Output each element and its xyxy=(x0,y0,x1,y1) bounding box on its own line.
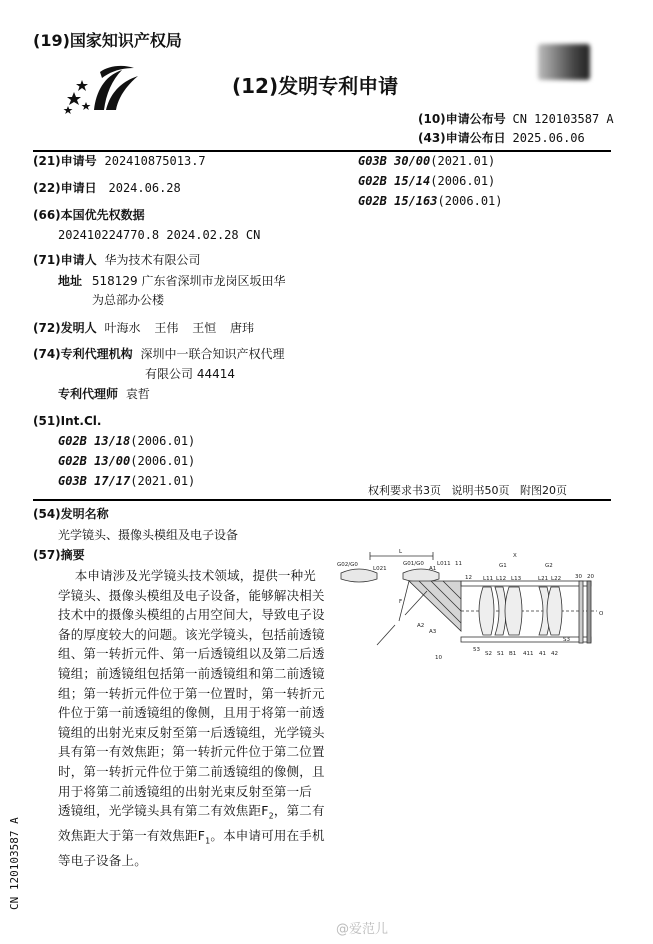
applicant-label: (71)申请人 xyxy=(33,253,97,267)
class-row xyxy=(358,193,503,209)
address-line-1: 518129 广东省深圳市龙岗区坂田华 xyxy=(91,274,286,288)
fig-label: A2 xyxy=(417,623,425,629)
agent-row xyxy=(58,386,150,402)
fig-label: O xyxy=(599,611,604,617)
abstract-fragment: 。本申请可用在手机 xyxy=(210,828,325,844)
inventor: 王伟 xyxy=(154,321,179,335)
fig-label: G01/G0 xyxy=(403,561,424,567)
class-row xyxy=(358,153,495,169)
abstract-line: 具有第一有效焦距；第一转折元件位于第二位置 xyxy=(58,744,325,760)
fig-label: F xyxy=(399,599,403,605)
subscript: 1 xyxy=(205,836,211,846)
fig-label: 20 xyxy=(587,574,594,580)
publication-number-row xyxy=(418,111,614,127)
watermark: @爱范儿 xyxy=(336,922,389,937)
fig-ray xyxy=(405,591,427,615)
publication-date: 2025.06.06 xyxy=(512,131,585,145)
int-cl-code: G02B 13/18 xyxy=(58,434,131,448)
agency-row xyxy=(33,346,285,362)
inventors-row xyxy=(33,320,254,336)
publication-number: CN 120103587 A xyxy=(512,112,614,126)
fig-label: 411 xyxy=(523,651,534,657)
class-date: (2006.01) xyxy=(437,194,503,208)
abstract-line xyxy=(58,801,325,826)
fig-ray xyxy=(377,625,395,645)
applicant-row xyxy=(33,252,201,268)
fig-label: L22 xyxy=(551,576,562,582)
abstract-line: 组、第一转折元件、第一后透镜组以及第二后透 xyxy=(58,646,325,662)
address-label: 地址 xyxy=(58,274,83,288)
fig-label: S3 xyxy=(563,637,570,643)
abstract-fragment: 透镜组，光学镜头具有第二有效焦距F xyxy=(58,803,269,819)
abstract-line: 组；第一转折元件位于第一位置时，第一转折元 xyxy=(58,685,325,701)
cnipa-logo xyxy=(60,62,142,118)
inventor: 叶海水 xyxy=(104,321,141,335)
fig-label: A1 xyxy=(429,566,437,572)
agent-label: 专利代理师 xyxy=(58,387,119,401)
class-date: (2006.01) xyxy=(430,174,496,188)
int-cl-row xyxy=(58,453,195,469)
fig-label: S1 xyxy=(497,651,504,657)
abstract-line: 件位于第一前透镜组的像侧，且用于将第一前透 xyxy=(58,705,325,721)
fig-label: L011 xyxy=(437,561,451,567)
fig-lens-l13 xyxy=(505,587,522,635)
class-code: G03B 30/00 xyxy=(358,154,431,168)
int-cl-date: (2006.01) xyxy=(130,454,196,468)
application-number-label: (21)申请号 xyxy=(33,154,97,168)
abstract-line: 时，第一转折元件位于第二前透镜组的像侧，且 xyxy=(58,763,325,779)
fig-barrel-bottom xyxy=(461,637,591,642)
inventor: 王恒 xyxy=(192,321,217,335)
fig-lens-g02 xyxy=(341,569,377,582)
address-row xyxy=(58,273,285,289)
fig-label: L12 xyxy=(496,576,507,582)
blurred-mark xyxy=(538,44,590,80)
fig-label: 30 xyxy=(575,574,582,580)
class-code: G02B 15/14 xyxy=(358,174,431,188)
fig-label: L021 xyxy=(373,566,387,572)
abstract-line: 用于将第二前透镜组的出射光束反射至第一后 xyxy=(58,783,313,799)
abstract-line: 备的厚度较大的问题。该光学镜头，包括前透镜 xyxy=(58,626,325,642)
fig-label: L11 xyxy=(483,576,494,582)
priority-value: 202410224770.8 2024.02.28 CN xyxy=(58,228,261,242)
application-date-label: (22)申请日 xyxy=(33,181,97,195)
class-row xyxy=(358,173,495,189)
abstract-fragment: ，第二有 xyxy=(273,803,325,819)
int-cl-code: G03B 17/17 xyxy=(58,474,131,488)
abstract-line: 技术中的摄像头模组的占用空间大，导致电子设 xyxy=(58,607,325,623)
invention-title: 光学镜头、摄像头模组及电子设备 xyxy=(58,528,239,542)
fig-sensor xyxy=(587,581,591,643)
fig-label: G2 xyxy=(545,563,553,569)
subscript: 2 xyxy=(268,811,274,821)
application-number-row xyxy=(33,153,206,169)
fig-label: 11 xyxy=(455,561,462,567)
publication-date-row xyxy=(418,130,585,146)
abstract-label: (57)摘要 xyxy=(33,548,85,562)
int-cl-row xyxy=(58,433,195,449)
fig-label: G02/G0 xyxy=(337,562,358,568)
abstract-figure xyxy=(335,545,617,670)
fig-label: L21 xyxy=(538,576,549,582)
abstract-line: 本申请涉及光学镜头技术领域，提供一种光 xyxy=(58,568,316,583)
agency-line-1: 深圳中一联合知识产权代理 xyxy=(140,347,285,361)
fig-label: L xyxy=(399,549,403,555)
agency-line-2: 有限公司 44414 xyxy=(145,367,235,381)
class-code: G02B 15/163 xyxy=(358,194,438,208)
fig-label: X xyxy=(513,553,517,559)
class-date: (2021.01) xyxy=(430,154,496,168)
applicant: 华为技术有限公司 xyxy=(104,253,201,267)
abstract-line xyxy=(58,826,325,851)
application-number: 202410875013.7 xyxy=(104,154,206,168)
fig-lens-l22 xyxy=(547,587,562,635)
abstract-line: 镜组；前透镜组包括第一前透镜组和第二前透镜 xyxy=(58,665,325,681)
fig-label: A3 xyxy=(429,629,437,635)
agency-label: (74)专利代理机构 xyxy=(33,347,133,361)
office-name: (19)国家知识产权局 xyxy=(33,31,182,50)
fig-barrel-top xyxy=(461,581,591,586)
inventors-label: (72)发明人 xyxy=(33,321,97,335)
agent: 袁哲 xyxy=(125,387,150,401)
title-label: (54)发明名称 xyxy=(33,507,109,521)
priority-label: (66)本国优先权数据 xyxy=(33,208,145,222)
int-cl-row xyxy=(58,473,195,489)
fig-label: L13 xyxy=(511,576,522,582)
side-publication-number: CN 120103587 A xyxy=(8,817,21,910)
int-cl-date: (2006.01) xyxy=(130,434,196,448)
page-counts: 权利要求书3页 说明书50页 附图20页 xyxy=(368,484,567,497)
int-cl-code: G02B 13/00 xyxy=(58,454,131,468)
fig-filter xyxy=(579,581,583,643)
middle-rule xyxy=(33,499,611,501)
fig-label: 41 xyxy=(539,651,546,657)
fig-label: 42 xyxy=(551,651,558,657)
publication-number-label: (10)申请公布号 xyxy=(418,112,506,126)
publication-date-label: (43)申请公布日 xyxy=(418,131,506,145)
fig-label: S2 xyxy=(485,651,492,657)
fig-label: B1 xyxy=(509,651,517,657)
fig-label: G1 xyxy=(499,563,507,569)
abstract-fragment: 效焦距大于第一有效焦距F xyxy=(58,828,206,844)
int-cl-label: (51)Int.Cl. xyxy=(33,414,102,428)
document-kind: (12)发明专利申请 xyxy=(232,74,399,98)
fig-label: 53 xyxy=(473,647,480,653)
abstract-line: 镜组的出射光束反射至第一后透镜组，光学镜头 xyxy=(58,724,325,740)
application-date-row xyxy=(33,180,181,196)
fig-label: 12 xyxy=(465,575,472,581)
int-cl-date: (2021.01) xyxy=(130,474,196,488)
abstract-text xyxy=(58,566,325,871)
abstract-line: 学镜头、摄像头模组及电子设备，能够解决相关 xyxy=(58,587,325,603)
top-rule xyxy=(33,150,611,152)
inventor: 唐玮 xyxy=(230,321,255,335)
application-date: 2024.06.28 xyxy=(108,181,181,195)
fig-lens-l11 xyxy=(479,587,494,635)
address-line-2: 为总部办公楼 xyxy=(92,293,165,307)
fig-label: 10 xyxy=(435,655,442,661)
abstract-line: 等电子设备上。 xyxy=(58,853,147,869)
